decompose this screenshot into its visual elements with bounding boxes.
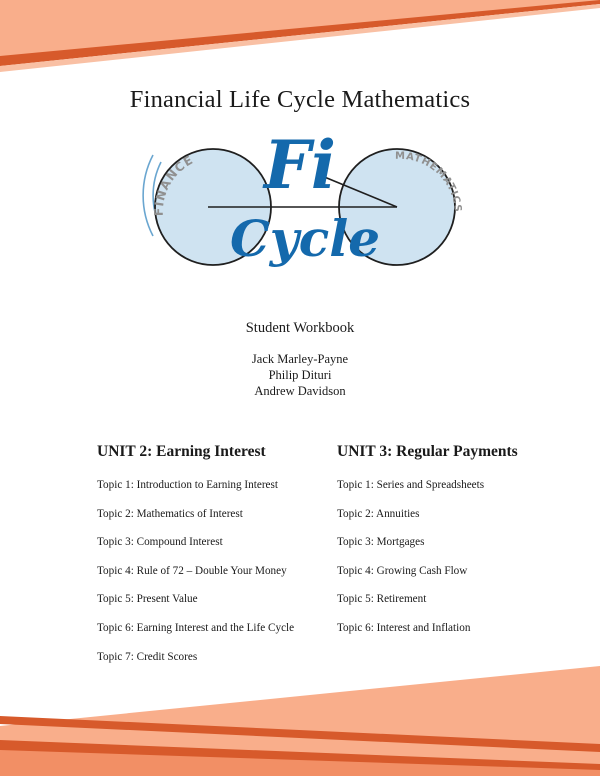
author-name: Philip Dituri	[268, 368, 332, 382]
document-subtitle: Student Workbook	[245, 320, 355, 336]
mathematics-arc-label: MATHEMATICS	[394, 150, 463, 214]
unit-3-topic-6: Topic 6: Interest and Inflation	[337, 621, 471, 634]
unit-3-topic-4: Topic 4: Growing Cash Flow	[337, 564, 468, 577]
unit-2-topic-7: Topic 7: Credit Scores	[97, 650, 198, 663]
top-banner	[0, 0, 600, 80]
author-name: Jack Marley-Payne	[251, 352, 349, 366]
unit-3-column	[337, 443, 587, 651]
unit-2-topic-1: Topic 1: Introduction to Earning Interest	[97, 479, 278, 491]
unit-2-topic-4: Topic 4: Rule of 72 – Double Your Money	[97, 564, 287, 577]
unit-3-topic-5: Topic 5: Retirement	[337, 593, 427, 606]
unit-3-topic-2: Topic 2: Annuities	[337, 507, 420, 520]
document-title: Financial Life Cycle Mathematics	[129, 86, 471, 113]
author-name: Andrew Davidson	[254, 384, 346, 398]
unit-2-column	[97, 443, 347, 679]
unit-3-topic-3: Topic 3: Mortgages	[337, 536, 425, 549]
unit-2-topic-6: Topic 6: Earning Interest and the Life Cycle	[97, 621, 295, 634]
unit-2-topic-5: Topic 5: Present Value	[97, 593, 198, 606]
author-list	[0, 351, 600, 399]
unit-3-topic-1: Topic 1: Series and Spreadsheets	[337, 479, 485, 491]
unit-2-heading: UNIT 2: Earning Interest	[97, 443, 266, 460]
unit-3-heading: UNIT 3: Regular Payments	[337, 443, 518, 460]
unit-2-topic-2: Topic 2: Mathematics of Interest	[97, 507, 243, 520]
finance-arc-label: FINANCE	[151, 152, 196, 217]
fi-cycle-logo	[125, 124, 470, 274]
left-wave-arc-outer	[143, 155, 153, 236]
bottom-banner	[0, 666, 600, 776]
unit-2-topic-3: Topic 3: Compound Interest	[97, 536, 223, 549]
logo-word-cycle: Cycle	[229, 209, 381, 268]
logo-word-fi: Fi	[264, 126, 336, 204]
